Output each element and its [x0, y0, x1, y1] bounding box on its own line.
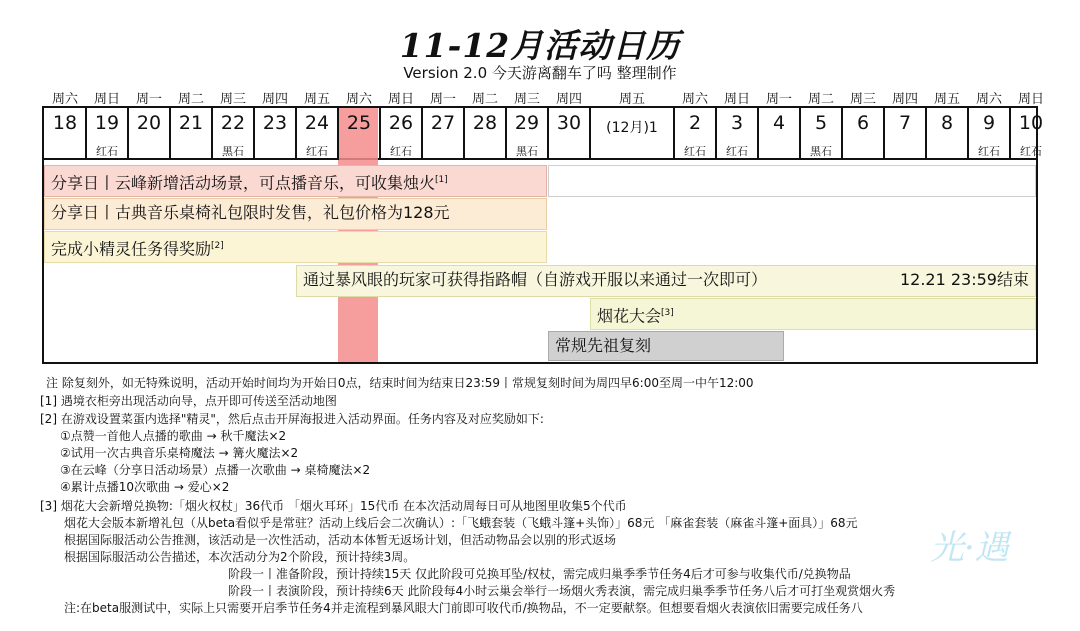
weekday-label: 周五 — [618, 92, 645, 107]
date-number: 24 — [304, 112, 330, 134]
date-number: 6 — [856, 112, 870, 134]
weekday-label: 周三 — [513, 92, 540, 107]
weekday-label: 周六 — [345, 92, 372, 107]
note-3a: 烟花大会版本新增礼包（从beta看似乎是常驻？活动上线后会二次确认）:「飞蛾套装（飞蛾斗篷+头饰）」68元 「麻雀套装（麻雀斗篷+面具）」68元 — [64, 516, 858, 530]
date-number: 10 — [1018, 112, 1044, 134]
column-divider — [883, 108, 885, 160]
date-number: 5 — [814, 112, 828, 134]
shard-label: 黑石 — [516, 145, 538, 158]
date-number: 20 — [136, 112, 162, 134]
weekday-label: 周四 — [891, 92, 918, 107]
column-divider — [547, 108, 549, 160]
event-traveling-spirit — [548, 331, 784, 361]
weekday-label: 周日 — [723, 92, 750, 107]
weekday-label: 周三 — [849, 92, 876, 107]
note-3: [3] 烟花大会新增兑换物:「烟火权杖」36代币 「烟火耳环」15代币 在本次活动周每日可从地图里收集5个代币 — [40, 499, 627, 513]
note-3d: 阶段一丨准备阶段，预计持续15天 仅此阶段可兑换耳坠/权杖，需完成归巢季季节任务4后才可参与收集代币/兑换物品 — [228, 567, 851, 581]
weekday-label: 周六 — [975, 92, 1002, 107]
event-label: 通过暴风眼的玩家可获得指路帽（自游戏开服以来通过一次即可） — [303, 270, 768, 289]
shard-label: 红石 — [306, 145, 328, 158]
shard-label: 红石 — [726, 145, 748, 158]
date-number: 19 — [94, 112, 120, 134]
event-share-day-bundle — [44, 198, 547, 230]
shard-label: 红石 — [1020, 145, 1042, 158]
column-divider — [253, 108, 255, 160]
note-2b: ②试用一次古典音乐桌椅魔法 → 篝火魔法×2 — [60, 446, 299, 460]
weekday-label: 周二 — [177, 92, 204, 107]
date-number: 7 — [898, 112, 912, 134]
shard-label: 黑石 — [222, 145, 244, 158]
footnote-ref: [2] — [211, 241, 224, 251]
shard-label: 红石 — [684, 145, 706, 158]
weekday-label: 周一 — [429, 92, 456, 107]
shard-label: 黑石 — [810, 145, 832, 158]
column-divider — [85, 108, 87, 160]
weekday-label: 周二 — [807, 92, 834, 107]
date-number: 3 — [730, 112, 744, 134]
column-divider — [337, 108, 339, 160]
shard-label: 红石 — [390, 145, 412, 158]
weekday-label: 周六 — [51, 92, 78, 107]
date-number: 25 — [346, 112, 372, 134]
weekday-label: 周日 — [93, 92, 120, 107]
column-divider — [211, 108, 213, 160]
page-title: 11-12月活动日历 — [399, 26, 681, 65]
event-empty-slot — [548, 165, 1036, 197]
column-divider — [379, 108, 381, 160]
date-number: 27 — [430, 112, 456, 134]
event-guide-hat — [296, 265, 1036, 297]
column-divider — [295, 108, 297, 160]
event-end-time: 12.21 23:59结束 — [899, 270, 1029, 289]
event-fireworks — [590, 298, 1036, 330]
date-number: 22 — [220, 112, 246, 134]
footnote-ref: [1] — [435, 175, 448, 185]
weekday-label: 周四 — [261, 92, 288, 107]
date-number: 28 — [472, 112, 498, 134]
column-divider — [967, 108, 969, 160]
event-label: 烟花大会 — [597, 306, 662, 326]
column-divider — [421, 108, 423, 160]
note-3c: 根据国际服活动公告描述，本次活动分为2个阶段，预计持续3周。 — [64, 550, 416, 564]
date-number: 9 — [982, 112, 996, 134]
shard-label: 红石 — [96, 145, 118, 158]
event-share-day-music — [44, 165, 547, 197]
date-number: 23 — [262, 112, 288, 134]
note-1: [1] 遇境衣柜旁出现活动向导，点开即可传送至活动地图 — [40, 394, 337, 408]
weekday-label: 周三 — [219, 92, 246, 107]
event-label: 完成小精灵任务得奖励 — [51, 239, 212, 259]
note-2c: ③在云峰（分享日活动场景）点播一次歌曲 → 桌椅魔法×2 — [60, 463, 371, 477]
weekday-label: 周五 — [303, 92, 330, 107]
weekday-label: 周五 — [933, 92, 960, 107]
column-divider — [673, 108, 675, 160]
column-divider — [127, 108, 129, 160]
note-2a: ①点赞一首他人点播的歌曲 → 秋千魔法×2 — [60, 429, 287, 443]
weekday-label: 周二 — [471, 92, 498, 107]
column-divider — [799, 108, 801, 160]
event-label: 分享日丨云峰新增活动场景，可点播音乐，可收集烛火 — [51, 173, 436, 193]
date-number: (12月)1 — [606, 120, 658, 136]
date-number: 21 — [178, 112, 204, 134]
watermark-logo: 光·遇 — [930, 528, 1009, 568]
date-number: 4 — [772, 112, 786, 134]
column-divider — [757, 108, 759, 160]
note-3b: 根据国际服活动公告推测，该活动是一次性活动，活动本体暂无返场计划，但活动物品会以别的形式返场 — [64, 533, 617, 547]
column-divider — [925, 108, 927, 160]
event-spirit-quest — [44, 231, 547, 263]
column-divider — [463, 108, 465, 160]
date-number: 2 — [688, 112, 702, 134]
column-divider — [715, 108, 717, 160]
weekday-label: 周六 — [681, 92, 708, 107]
weekday-label: 周四 — [555, 92, 582, 107]
date-number: 29 — [514, 112, 540, 134]
note-3f: 注:在beta服测试中，实际上只需要开启季节任务4并走流程到暴风眼大门前即可收代币/换物品，不一定要献祭。但想要看烟火表演依旧需要完成任务八 — [64, 601, 863, 615]
date-number: 8 — [940, 112, 954, 134]
date-number: 26 — [388, 112, 414, 134]
footnote-ref: [3] — [661, 308, 674, 318]
column-divider — [841, 108, 843, 160]
column-divider — [169, 108, 171, 160]
date-number: 30 — [556, 112, 582, 134]
event-label: 常规先祖复刻 — [555, 336, 652, 355]
note-3e: 阶段一丨表演阶段，预计持续6天 此阶段每4小时云巢会举行一场烟火秀表演，需完成归巢季季节任务八后才可打坐观赏烟火秀 — [228, 584, 896, 598]
column-divider — [505, 108, 507, 160]
shard-label: 红石 — [978, 145, 1000, 158]
note-general: 注 除复刻外，如无特殊说明，活动开始时间均为开始日0点，结束时间为结束日23:59丨常规复刻时间为周四早6:00至周一中午12:00 — [46, 376, 754, 390]
date-number: 18 — [52, 112, 78, 134]
weekday-label: 周一 — [765, 92, 792, 107]
column-divider — [589, 108, 591, 160]
weekday-label: 周日 — [1017, 92, 1044, 107]
weekday-label: 周一 — [135, 92, 162, 107]
note-2d: ④累计点播10次歌曲 → 爱心×2 — [60, 480, 230, 494]
subtitle: Version 2.0 今天游离翻车了吗 整理制作 — [403, 64, 677, 82]
column-divider — [1009, 108, 1011, 160]
note-2: [2] 在游戏设置菜蛋内选择"精灵"，然后点击开屏海报进入活动界面。任务内容及对应奖励如下: — [40, 412, 544, 426]
weekday-label: 周日 — [387, 92, 414, 107]
event-label: 分享日丨古典音乐桌椅礼包限时发售，礼包价格为128元 — [51, 203, 450, 222]
